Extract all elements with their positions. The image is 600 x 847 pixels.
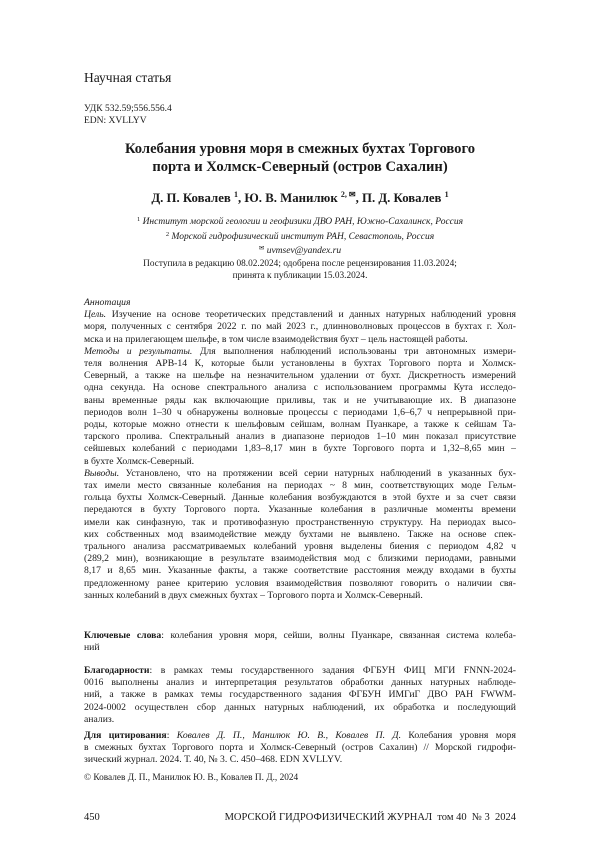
abstract-line: занных колебаний в двух смежных бухтах – Торгового порта и Холмск-Северный.: [84, 590, 516, 602]
abstract-line: имели как синфазную, так и противофазную пространственную структуру. На периодах высо-: [84, 517, 516, 529]
conclusions-label: Выводы.: [84, 468, 119, 479]
goal-label: Цель.: [84, 309, 106, 320]
abstract-line: передаются в бухту Торгового порта. Указанные колебания в различные моменты времени: [84, 504, 516, 516]
citation: [84, 730, 516, 767]
title-line: Колебания уровня моря в смежных бухтах Торгового: [84, 140, 516, 158]
acknowledgements-line: ний, а также в рамках темы государственного задания ФГБУН ИМГиГ ДВО РАН FWWM-: [84, 689, 516, 701]
acknowledgements: [84, 665, 516, 726]
abstract-line: одна секунда. На основе спектрального анализа с использованием программы Кута исследо-: [84, 382, 516, 394]
article-title: [84, 140, 516, 176]
citation-line: Для цитирования: Ковалев Д. П., Манилюк Ю. В., Ковалев П. Д. Колебания уровня моря: [84, 730, 516, 742]
author-affiliation-mark: 1: [445, 190, 449, 199]
citation-authors: Ковалев Д. П., Манилюк Ю. В., Ковалев П. Д.: [177, 730, 401, 741]
abstract-line: Выводы. Установлено, что на протяжении всей серии натурных наблюдений в указанных бух-: [84, 468, 516, 480]
abstract-line: гольца бухты Холмск-Северный. Данные колебания возбуждаются в этой бухте и за счет связи: [84, 492, 516, 504]
acknowledgements-label: Благодарности: [84, 665, 149, 676]
author-name: Ю. В. Манилюк: [244, 191, 337, 205]
udc-code: УДК 532.59;556.556.4: [84, 104, 172, 116]
abstract-line: сейшевых колебаний с периодами 1,83–8,17 мин в бухте Торгового порта и 1,32–8,65 мин –: [84, 443, 516, 455]
methods-label: Методы и результаты.: [84, 346, 192, 357]
abstract-line: Цель. Изучение на основе теоретических представлений и данных натурных наблюдений уровня: [84, 309, 516, 321]
author-name: Д. П. Ковалев: [151, 191, 230, 205]
affiliation-text: Морской гидрофизический институт РАН, Севастополь, Россия: [172, 232, 435, 242]
author-list: Д. П. Ковалев 1, Ю. В. Манилюк 2, ✉, П. Д. Ковалев 1: [84, 190, 516, 206]
citation-label: Для цитирования: [84, 730, 167, 741]
article-page: [0, 0, 600, 847]
affiliation-line: [84, 214, 516, 229]
acknowledgements-line: Благодарности: в рамках темы государственного задания ФГБУН ФИЦ МГИ FNNN-2024-: [84, 665, 516, 677]
edn-code: EDN: XVLLYV: [84, 116, 172, 128]
affiliation-text: Институт морской геологии и геофизики ДВО РАН, Южно-Сахалинск, Россия: [143, 217, 463, 227]
envelope-icon: ✉: [259, 245, 264, 252]
received-line: Поступила в редакцию 08.02.2024; одобрена после рецензирования 11.03.2024;: [84, 259, 516, 271]
affiliations: [84, 214, 516, 258]
abstract-line: ваны временные ряды как включающие приливы, так и не учитывающие их. В диапазоне: [84, 395, 516, 407]
citation-line: в смежных бухтах Торгового порта и Холмск-Северный (остров Сахалин) // Морской гидрофи-: [84, 742, 516, 754]
author-email-link[interactable]: uvmsev@yandex.ru: [267, 246, 341, 256]
abstract-line: Северный, а также на шельфе на незначительном удалении от бухт. Дискретность измерений: [84, 370, 516, 382]
abstract-line: моря, полученных с сентября 2022 г. по май 2023 г., длинноволновых процессов в бухтах г. Хол-: [84, 321, 516, 333]
article-type: Научная статья: [84, 70, 171, 86]
affiliation-mark: 2: [166, 231, 169, 238]
abstract-line: ких собственных мод взаимодействие между бухтами не выявлено. Также на основе спек-: [84, 529, 516, 541]
acknowledgements-line: 2024-0002 осуществлен сбор данных натурных наблюдений, их обработка и последующий: [84, 702, 516, 714]
abstract-line: в бухте Холмск-Северный.: [84, 456, 516, 468]
copyright: © Ковалев Д. П., Манилюк Ю. В., Ковалев П. Д., 2024: [84, 773, 298, 783]
citation-line: зический журнал. 2024. Т. 40, № 3. С. 450–468. EDN XVLLYV.: [84, 754, 516, 766]
author-affiliation-mark: 1: [234, 190, 238, 199]
title-line: порта и Холмск-Северный (остров Сахалин): [84, 158, 516, 176]
abstract-line: роды, которые можно отнести к шельфовым сейшам, волнам Пуанкаре, а также к сейшам Та-: [84, 419, 516, 431]
abstract-header: Аннотация: [84, 297, 516, 309]
keywords-label: Ключевые слова: [84, 630, 161, 641]
abstract-line: 8,17 и 8,65 мин. Указанные факты, а также соответствие расстояния между входами в бухты: [84, 565, 516, 577]
abstract-line: периодов волн 1–30 ч обнаружены волновые процессы с периодами 1,6–6,7 ч непрерывной при-: [84, 407, 516, 419]
abstract-line: (289,2 мин), возникающие в результате взаимодействия мод с близкими периодами, равными: [84, 553, 516, 565]
acknowledgements-line: 0016 выполнены анализ и интерпретация результатов обработки данных натурных наблюде-: [84, 677, 516, 689]
abstract-line: тарского пролива. Спектральный анализ в диапазоне периодов 1–10 мин показал присутствие: [84, 431, 516, 443]
affiliation-line: [84, 243, 516, 258]
keywords-line: Ключевые слова: колебания уровня моря, сейши, волны Пуанкаре, связанная система колеба-: [84, 630, 516, 642]
abstract-line: трального анализа рассматриваемых колебаний уровня выделены биения с периодом 4,82 ч: [84, 541, 516, 553]
keywords-line: ний: [84, 642, 516, 654]
affiliation-mark: 1: [137, 216, 140, 223]
received-dates: [84, 259, 516, 283]
author-affiliation-mark: 2, ✉: [341, 190, 356, 199]
keywords: [84, 630, 516, 654]
acknowledgements-line: анализ.: [84, 714, 516, 726]
abstract-line: предложенному ранее критерию условия взаимодействия позволяют говорить о наличии свя-: [84, 578, 516, 590]
journal-issue: МОРСКОЙ ГИДРОФИЗИЧЕСКИЙ ЖУРНАЛ том 40 № 3 2024: [225, 812, 516, 823]
abstract-line: тах имели место связанные колебания на периодах ~ 8 мин, соответствующих моде Гельм-: [84, 480, 516, 492]
author-name: П. Д. Ковалев: [362, 191, 441, 205]
page-number: 450: [84, 812, 100, 823]
affiliation-line: [84, 229, 516, 244]
abstract-line: теля волнения АРВ-14 К, которые были установлены в бухтах Торгового порта и Холмск-: [84, 358, 516, 370]
abstract-line: Методы и результаты. Для выполнения наблюдений использованы три автономных измери-: [84, 346, 516, 358]
abstract: [84, 297, 516, 602]
received-line: принята к публикации 15.03.2024.: [84, 271, 516, 283]
identifiers: [84, 104, 172, 127]
abstract-line: мска и на прилегающем шельфе, в том числе взаимодействия бухт – цель настоящей работы.: [84, 334, 516, 346]
